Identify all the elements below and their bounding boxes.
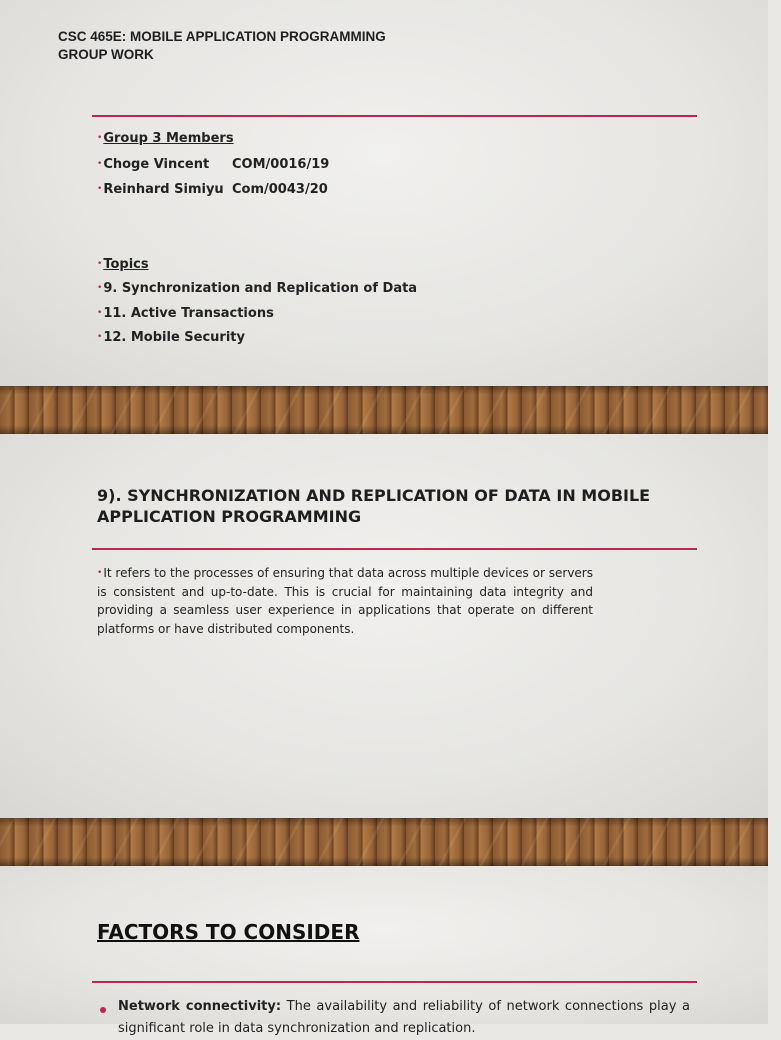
member-name: Reinhard Simiyu <box>103 182 224 197</box>
topic-label: 9. Synchronization and Replication of Data <box>103 281 418 296</box>
topics-heading: Topics <box>103 257 149 272</box>
factor-text: The availability and reliability of network connections play a significant role in data synchronization and replication. <box>118 999 690 1036</box>
bullet-icon: • <box>97 568 103 578</box>
members-heading: Group 3 Members <box>103 131 234 146</box>
slide-factors <box>0 866 768 1036</box>
member-row <box>97 157 330 172</box>
course-title: CSC 465E: MOBILE APPLICATION PROGRAMMING <box>58 29 386 44</box>
bullet-icon: • <box>97 184 103 194</box>
definition-paragraph <box>97 564 593 638</box>
topic-label: 11. Active Transactions <box>103 306 274 321</box>
bullet-icon: • <box>97 133 103 143</box>
definition-text: It refers to the processes of ensuring that data across multiple devices or servers is consistent and up-to-date. This is crucial for maintaining data integrity and providing a seamless user experience in applications that operate on different platforms or have distributed components. <box>97 566 593 636</box>
accent-divider <box>92 115 697 117</box>
factor-label: Network connectivity: <box>118 999 282 1014</box>
bullet-icon: • <box>97 308 103 318</box>
member-row <box>97 182 328 197</box>
topic-item <box>97 330 245 345</box>
slide-synchronization <box>0 434 768 818</box>
course-subtitle: GROUP WORK <box>58 47 154 62</box>
wood-floor-divider <box>0 818 768 866</box>
topic-label: 12. Mobile Security <box>103 330 245 345</box>
accent-divider <box>92 981 697 983</box>
bullet-icon <box>100 1007 106 1013</box>
accent-divider <box>92 548 697 550</box>
factor-item <box>118 996 690 1040</box>
members-heading-item <box>97 131 234 146</box>
bullet-icon: • <box>97 332 103 342</box>
bullet-icon: • <box>97 283 103 293</box>
bullet-icon: • <box>97 259 103 269</box>
member-reg: COM/0016/19 <box>232 157 330 172</box>
slide-heading-line2: APPLICATION PROGRAMMING <box>97 507 362 526</box>
member-name: Choge Vincent <box>103 157 210 172</box>
topic-item <box>97 281 417 296</box>
topics-heading-item <box>97 257 149 272</box>
slide-heading-line1: 9). SYNCHRONIZATION AND REPLICATION OF DATA IN MOBILE <box>97 486 651 505</box>
member-reg: Com/0043/20 <box>232 182 328 197</box>
bullet-icon: • <box>97 159 103 169</box>
topic-item <box>97 306 274 321</box>
slide-title <box>0 0 768 386</box>
wood-floor-divider <box>0 386 768 434</box>
slide-heading: FACTORS TO CONSIDER <box>97 920 360 944</box>
